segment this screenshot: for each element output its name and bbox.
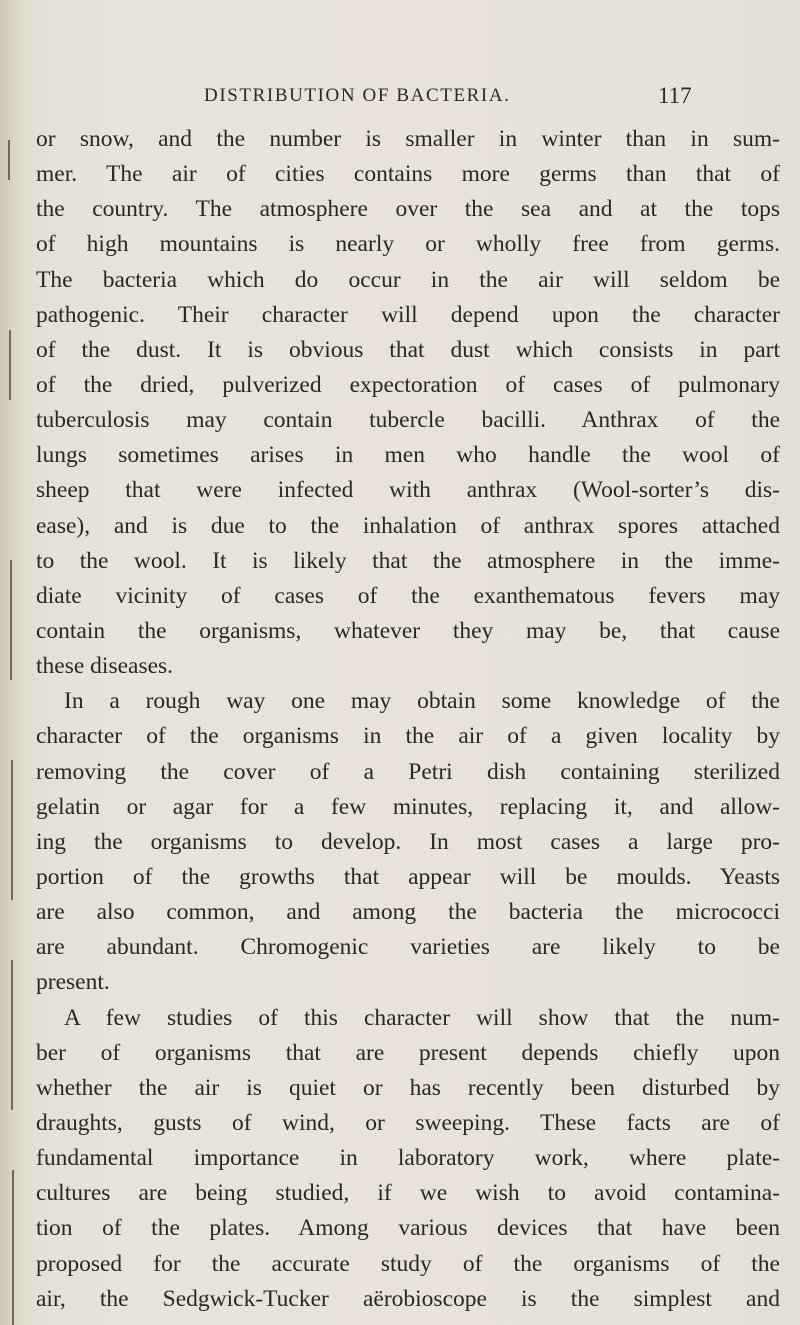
text-line: ber of organisms that are present depends chiefly upon — [36, 1039, 780, 1066]
body-text — [36, 122, 780, 1317]
text-line: contain the organisms, whatever they may be, that cause — [36, 617, 780, 644]
text-line: sheep that were infected with anthrax (Wool-sorter’s dis- — [36, 477, 780, 504]
gutter-shadow-mark — [10, 560, 12, 680]
page-gutter — [0, 0, 22, 1325]
text-line: to the wool. It is likely that the atmosphere in the imme- — [36, 547, 780, 574]
text-line: the country. The atmosphere over the sea and at the tops — [36, 196, 780, 223]
text-line: portion of the growths that appear will be moulds. Yeasts — [36, 863, 780, 890]
text-line: of high mountains is nearly or wholly free from germs. — [36, 231, 780, 258]
text-line: diate vicinity of cases of the exanthematous fevers may — [36, 582, 780, 609]
text-line: draughts, gusts of wind, or sweeping. These facts are of — [36, 1109, 780, 1136]
text-line: tion of the plates. Among various devices that have been — [36, 1215, 780, 1242]
gutter-shadow-mark — [11, 760, 13, 900]
text-line: tuberculosis may contain tubercle bacilli. Anthrax of the — [36, 407, 780, 434]
text-line: ing the organisms to develop. In most cases a large pro- — [36, 828, 780, 855]
text-line: or snow, and the number is smaller in winter than in sum- — [36, 126, 780, 152]
text-line: mer. The air of cities contains more germs than that of — [36, 161, 780, 188]
text-line: present. — [36, 969, 110, 996]
text-line: gelatin or agar for a few minutes, replacing it, and allow- — [36, 793, 780, 820]
page-header — [0, 85, 800, 119]
text-line: of the dried, pulverized expectoration of cases of pulmonary — [36, 371, 780, 398]
text-line: fundamental importance in laboratory work, where plate- — [36, 1145, 780, 1172]
running-head: DISTRIBUTION OF BACTERIA. — [204, 85, 511, 106]
text-line: lungs sometimes arises in men who handle the wool of — [36, 442, 780, 469]
text-line: whether the air is quiet or has recently been disturbed by — [36, 1074, 780, 1101]
text-line: In a rough way one may obtain some knowledge of the — [64, 688, 780, 715]
gutter-shadow-mark — [9, 330, 11, 400]
text-line: are abundant. Chromogenic varieties are likely to be — [36, 934, 780, 961]
text-line: are also common, and among the bacteria the micrococci — [36, 899, 780, 926]
text-line: character of the organisms in the air of a given locality by — [36, 723, 780, 750]
text-line: The bacteria which do occur in the air will seldom be — [36, 266, 780, 293]
gutter-shadow-mark — [8, 140, 10, 180]
text-line: removing the cover of a Petri dish containing sterilized — [36, 758, 780, 785]
text-line: A few studies of this character will show that the num- — [64, 1004, 780, 1031]
text-line: of the dust. It is obvious that dust which consists in part — [36, 336, 780, 363]
text-line: ease), and is due to the inhalation of anthrax spores attached — [36, 512, 780, 539]
text-line: air, the Sedgwick-Tucker aërobioscope is the simplest and — [36, 1285, 780, 1312]
gutter-shadow-mark — [12, 1170, 14, 1325]
page-number: 117 — [658, 83, 692, 108]
text-line: cultures are being studied, if we wish to avoid contamina- — [36, 1180, 780, 1207]
text-line: these diseases. — [36, 653, 174, 680]
text-line: pathogenic. Their character will depend upon the character — [36, 301, 780, 328]
text-line: proposed for the accurate study of the organisms of the — [36, 1250, 780, 1277]
gutter-shadow-mark — [11, 960, 13, 1110]
